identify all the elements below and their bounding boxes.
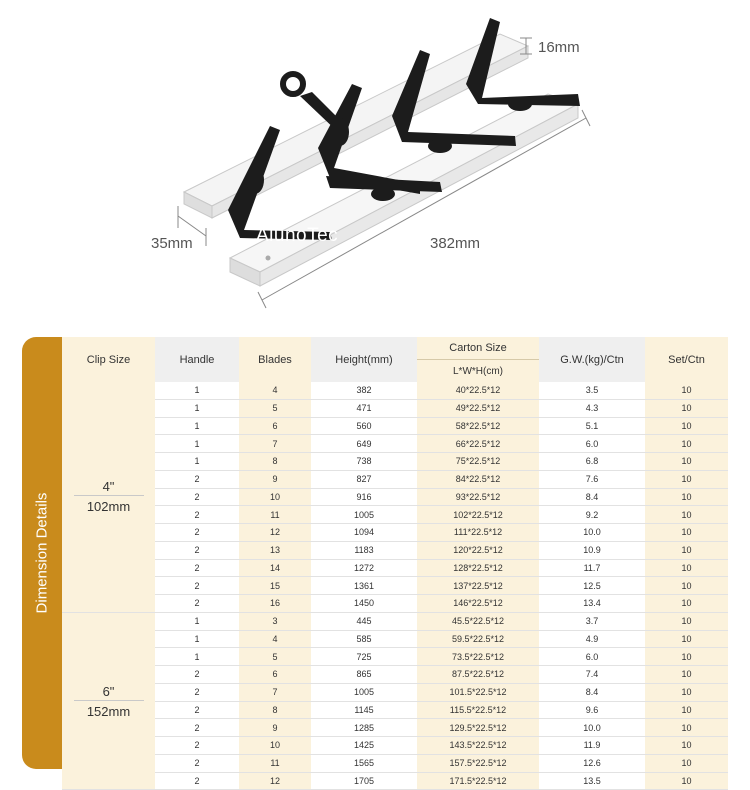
header-set-per-carton: Set/Ctn bbox=[645, 337, 728, 382]
handle-cell: 2 bbox=[155, 559, 239, 577]
blades-cell: 5 bbox=[239, 399, 311, 417]
blades-cell: 12 bbox=[239, 772, 311, 790]
height-cell: 1272 bbox=[311, 559, 417, 577]
gross-weight-cell: 10.0 bbox=[539, 524, 645, 542]
header-clip-size: Clip Size bbox=[62, 337, 155, 382]
handle-cell: 2 bbox=[155, 541, 239, 559]
carton-size-cell: 58*22.5*12 bbox=[417, 417, 539, 435]
table-row bbox=[62, 435, 728, 453]
carton-size-cell: 143.5*22.5*12 bbox=[417, 737, 539, 755]
header-height: Height(mm) bbox=[311, 337, 417, 382]
set-per-carton-cell: 10 bbox=[645, 453, 728, 471]
gross-weight-cell: 6.8 bbox=[539, 453, 645, 471]
carton-size-cell: 111*22.5*12 bbox=[417, 524, 539, 542]
carton-size-cell: 137*22.5*12 bbox=[417, 577, 539, 595]
carton-size-cell: 93*22.5*12 bbox=[417, 488, 539, 506]
set-per-carton-cell: 10 bbox=[645, 382, 728, 399]
handle-cell: 2 bbox=[155, 701, 239, 719]
blades-cell: 9 bbox=[239, 470, 311, 488]
gross-weight-cell: 12.6 bbox=[539, 754, 645, 772]
table-row bbox=[62, 488, 728, 506]
table-row bbox=[62, 541, 728, 559]
gross-weight-cell: 5.1 bbox=[539, 417, 645, 435]
handle-cell: 1 bbox=[155, 648, 239, 666]
header-handle: Handle bbox=[155, 337, 239, 382]
gross-weight-cell: 3.5 bbox=[539, 382, 645, 399]
height-cell: 1005 bbox=[311, 683, 417, 701]
handle-cell: 1 bbox=[155, 399, 239, 417]
height-cell: 1425 bbox=[311, 737, 417, 755]
section-label: Dimension Details bbox=[33, 492, 51, 614]
header-carton-dims: L*W*H(cm) bbox=[417, 360, 539, 383]
handle-cell: 2 bbox=[155, 577, 239, 595]
handle-cell: 2 bbox=[155, 666, 239, 684]
height-cell: 827 bbox=[311, 470, 417, 488]
handle-cell: 2 bbox=[155, 719, 239, 737]
handle-cell: 1 bbox=[155, 435, 239, 453]
height-cell: 585 bbox=[311, 630, 417, 648]
height-cell: 1005 bbox=[311, 506, 417, 524]
gross-weight-cell: 7.6 bbox=[539, 470, 645, 488]
table-row bbox=[62, 559, 728, 577]
section-side-tab bbox=[22, 337, 62, 769]
table-row bbox=[62, 382, 728, 399]
product-illustration bbox=[0, 0, 750, 330]
set-per-carton-cell: 10 bbox=[645, 754, 728, 772]
carton-size-cell: 49*22.5*12 bbox=[417, 399, 539, 417]
height-dimension-label: 16mm bbox=[538, 39, 580, 56]
blades-cell: 7 bbox=[239, 435, 311, 453]
carton-size-cell: 87.5*22.5*12 bbox=[417, 666, 539, 684]
table-row bbox=[62, 754, 728, 772]
table-row bbox=[62, 648, 728, 666]
handle-cell: 1 bbox=[155, 417, 239, 435]
carton-size-cell: 45.5*22.5*12 bbox=[417, 612, 539, 630]
blades-cell: 9 bbox=[239, 719, 311, 737]
gross-weight-cell: 13.4 bbox=[539, 595, 645, 613]
height-cell: 738 bbox=[311, 453, 417, 471]
length-dimension-label: 382mm bbox=[430, 235, 481, 252]
handle-cell: 2 bbox=[155, 506, 239, 524]
height-cell: 560 bbox=[311, 417, 417, 435]
blades-cell: 5 bbox=[239, 648, 311, 666]
table-row bbox=[62, 630, 728, 648]
carton-size-cell: 128*22.5*12 bbox=[417, 559, 539, 577]
set-per-carton-cell: 10 bbox=[645, 435, 728, 453]
handle-cell: 2 bbox=[155, 754, 239, 772]
gross-weight-cell: 10.9 bbox=[539, 541, 645, 559]
set-per-carton-cell: 10 bbox=[645, 719, 728, 737]
blades-cell: 4 bbox=[239, 382, 311, 399]
table-row bbox=[62, 737, 728, 755]
gross-weight-cell: 6.0 bbox=[539, 648, 645, 666]
blades-cell: 13 bbox=[239, 541, 311, 559]
gross-weight-cell: 6.0 bbox=[539, 435, 645, 453]
set-per-carton-cell: 10 bbox=[645, 541, 728, 559]
handle-cell: 1 bbox=[155, 630, 239, 648]
gross-weight-cell: 10.0 bbox=[539, 719, 645, 737]
gross-weight-cell: 8.4 bbox=[539, 488, 645, 506]
table-row bbox=[62, 719, 728, 737]
clip-size-inches: 4" bbox=[102, 479, 115, 495]
clip-size-mm: 152mm bbox=[74, 700, 144, 720]
blades-cell: 4 bbox=[239, 630, 311, 648]
height-cell: 1145 bbox=[311, 701, 417, 719]
gross-weight-cell: 9.2 bbox=[539, 506, 645, 524]
gross-weight-cell: 3.7 bbox=[539, 612, 645, 630]
blades-cell: 15 bbox=[239, 577, 311, 595]
height-cell: 1565 bbox=[311, 754, 417, 772]
table-row bbox=[62, 772, 728, 790]
height-cell: 1705 bbox=[311, 772, 417, 790]
handle-cell: 1 bbox=[155, 382, 239, 399]
carton-size-cell: 40*22.5*12 bbox=[417, 382, 539, 399]
table-row bbox=[62, 453, 728, 471]
height-cell: 1183 bbox=[311, 541, 417, 559]
handle-cell: 2 bbox=[155, 524, 239, 542]
handle-cell: 2 bbox=[155, 488, 239, 506]
carton-size-cell: 73.5*22.5*12 bbox=[417, 648, 539, 666]
carton-size-cell: 115.5*22.5*12 bbox=[417, 701, 539, 719]
blades-cell: 8 bbox=[239, 701, 311, 719]
set-per-carton-cell: 10 bbox=[645, 701, 728, 719]
height-cell: 1361 bbox=[311, 577, 417, 595]
gross-weight-cell: 11.7 bbox=[539, 559, 645, 577]
height-cell: 916 bbox=[311, 488, 417, 506]
height-cell: 725 bbox=[311, 648, 417, 666]
blades-cell: 14 bbox=[239, 559, 311, 577]
table-row bbox=[62, 683, 728, 701]
set-per-carton-cell: 10 bbox=[645, 470, 728, 488]
height-cell: 1285 bbox=[311, 719, 417, 737]
height-cell: 649 bbox=[311, 435, 417, 453]
set-per-carton-cell: 10 bbox=[645, 648, 728, 666]
carton-size-cell: 84*22.5*12 bbox=[417, 470, 539, 488]
blades-cell: 12 bbox=[239, 524, 311, 542]
handle-cell: 1 bbox=[155, 612, 239, 630]
gross-weight-cell: 7.4 bbox=[539, 666, 645, 684]
set-per-carton-cell: 10 bbox=[645, 417, 728, 435]
blades-cell: 10 bbox=[239, 488, 311, 506]
set-per-carton-cell: 10 bbox=[645, 737, 728, 755]
height-cell: 1450 bbox=[311, 595, 417, 613]
height-cell: 445 bbox=[311, 612, 417, 630]
set-per-carton-cell: 10 bbox=[645, 772, 728, 790]
set-per-carton-cell: 10 bbox=[645, 630, 728, 648]
carton-size-cell: 101.5*22.5*12 bbox=[417, 683, 539, 701]
gross-weight-cell: 9.6 bbox=[539, 701, 645, 719]
gross-weight-cell: 8.4 bbox=[539, 683, 645, 701]
header-carton-size: Carton Size bbox=[417, 337, 539, 360]
width-dimension-label: 35mm bbox=[151, 235, 193, 252]
carton-size-cell: 157.5*22.5*12 bbox=[417, 754, 539, 772]
clip-size-inches: 6" bbox=[102, 683, 115, 699]
table-row bbox=[62, 524, 728, 542]
table-row bbox=[62, 399, 728, 417]
blades-cell: 3 bbox=[239, 612, 311, 630]
height-cell: 865 bbox=[311, 666, 417, 684]
gross-weight-cell: 13.5 bbox=[539, 772, 645, 790]
table-row bbox=[62, 701, 728, 719]
handle-cell: 1 bbox=[155, 453, 239, 471]
dimension-table bbox=[62, 337, 728, 790]
table-body bbox=[62, 382, 728, 790]
handle-cell: 2 bbox=[155, 683, 239, 701]
set-per-carton-cell: 10 bbox=[645, 524, 728, 542]
blades-cell: 16 bbox=[239, 595, 311, 613]
blades-cell: 11 bbox=[239, 506, 311, 524]
blades-cell: 6 bbox=[239, 666, 311, 684]
gross-weight-cell: 4.9 bbox=[539, 630, 645, 648]
table-row bbox=[62, 595, 728, 613]
table-row bbox=[62, 612, 728, 630]
blades-cell: 8 bbox=[239, 453, 311, 471]
carton-size-cell: 171.5*22.5*12 bbox=[417, 772, 539, 790]
handle-cell: 2 bbox=[155, 737, 239, 755]
clip-size-cell bbox=[62, 382, 155, 612]
header-blades: Blades bbox=[239, 337, 311, 382]
table-row bbox=[62, 506, 728, 524]
clip-size-mm: 102mm bbox=[74, 495, 144, 515]
set-per-carton-cell: 10 bbox=[645, 683, 728, 701]
handle-cell: 2 bbox=[155, 595, 239, 613]
handle-cell: 2 bbox=[155, 772, 239, 790]
set-per-carton-cell: 10 bbox=[645, 399, 728, 417]
carton-size-cell: 75*22.5*12 bbox=[417, 453, 539, 471]
blades-cell: 6 bbox=[239, 417, 311, 435]
carton-size-cell: 120*22.5*12 bbox=[417, 541, 539, 559]
table-row bbox=[62, 417, 728, 435]
carton-size-cell: 66*22.5*12 bbox=[417, 435, 539, 453]
carton-size-cell: 59.5*22.5*12 bbox=[417, 630, 539, 648]
gross-weight-cell: 4.3 bbox=[539, 399, 645, 417]
table-row bbox=[62, 577, 728, 595]
gross-weight-cell: 11.9 bbox=[539, 737, 645, 755]
set-per-carton-cell: 10 bbox=[645, 595, 728, 613]
carton-size-cell: 102*22.5*12 bbox=[417, 506, 539, 524]
table-row bbox=[62, 666, 728, 684]
set-per-carton-cell: 10 bbox=[645, 488, 728, 506]
table-row bbox=[62, 470, 728, 488]
height-cell: 1094 bbox=[311, 524, 417, 542]
clip-size-cell bbox=[62, 612, 155, 790]
height-cell: 471 bbox=[311, 399, 417, 417]
header-gross-weight: G.W.(kg)/Ctn bbox=[539, 337, 645, 382]
handle-cell: 2 bbox=[155, 470, 239, 488]
dimension-details-section bbox=[22, 337, 728, 786]
height-cell: 382 bbox=[311, 382, 417, 399]
set-per-carton-cell: 10 bbox=[645, 559, 728, 577]
gross-weight-cell: 12.5 bbox=[539, 577, 645, 595]
carton-size-cell: 146*22.5*12 bbox=[417, 595, 539, 613]
brand-watermark: AlunoTec bbox=[256, 225, 339, 246]
set-per-carton-cell: 10 bbox=[645, 577, 728, 595]
blades-cell: 10 bbox=[239, 737, 311, 755]
set-per-carton-cell: 10 bbox=[645, 666, 728, 684]
carton-size-cell: 129.5*22.5*12 bbox=[417, 719, 539, 737]
set-per-carton-cell: 10 bbox=[645, 612, 728, 630]
blades-cell: 7 bbox=[239, 683, 311, 701]
set-per-carton-cell: 10 bbox=[645, 506, 728, 524]
blades-cell: 11 bbox=[239, 754, 311, 772]
